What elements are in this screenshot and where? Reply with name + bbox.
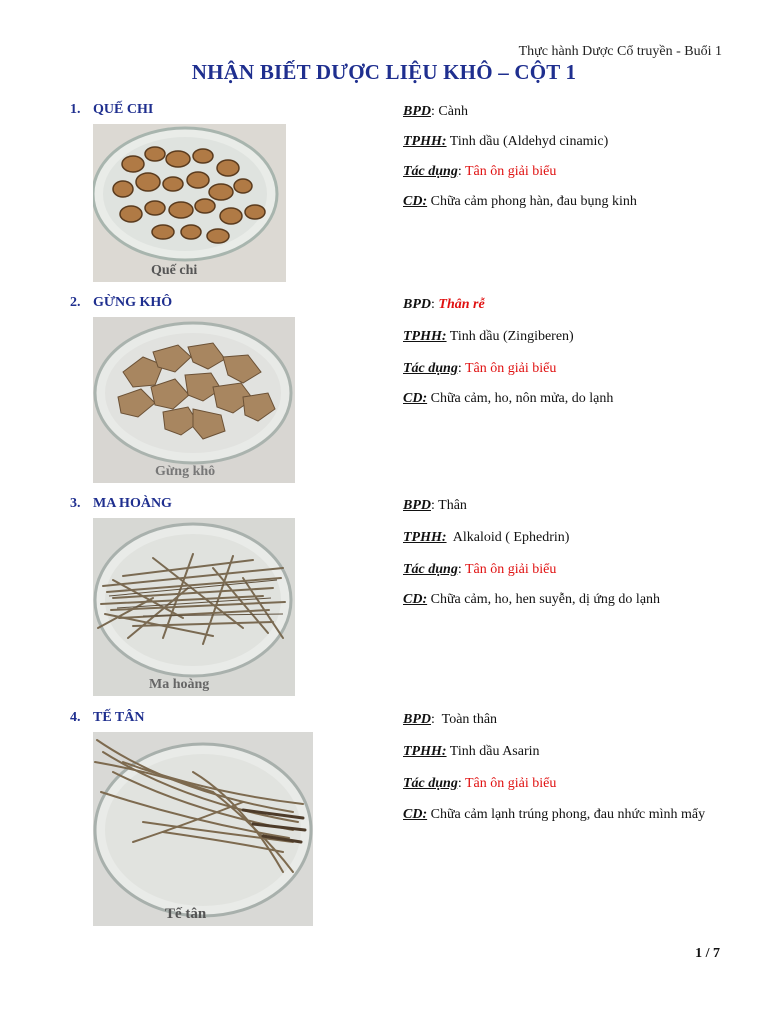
tphh-value: Tinh dầu Asarin (449, 744, 540, 759)
herb-name: GỪNG KHÔ (93, 295, 173, 310)
cd-line (403, 590, 733, 610)
photo-caption: Quế chi (151, 263, 198, 278)
herb-heading (70, 102, 153, 118)
herb-details (403, 710, 733, 826)
tphh-value: Alkaloid ( Ephedrin) (452, 530, 570, 545)
tac-dung-line: Tác dụng: Tân ôn giải biểu (403, 164, 557, 179)
cd-label: CD: (403, 807, 428, 822)
cd-label: CD: (403, 592, 428, 607)
tac-dung-line: Tác dụng: Tân ôn giải biểu (403, 562, 557, 577)
cd-value: Chữa cảm lạnh trúng phong, đau nhức mình mẩy (430, 807, 706, 822)
tac-dung-value: Tân ôn giải biểu (464, 361, 557, 376)
cd-line (403, 389, 733, 409)
bpd-line: BPD: Thân rễ (403, 297, 485, 312)
tphh-line (403, 327, 733, 347)
bpd-label: BPD (403, 498, 431, 513)
photo-caption: Tế tân (165, 906, 207, 922)
cd-line (403, 804, 733, 826)
photo-caption: Gừng khô (155, 464, 216, 479)
tac-dung-label: Tác dụng (403, 776, 458, 791)
tphh-label: TPHH: (403, 744, 447, 759)
page-title: NHẬN BIẾT DƯỢC LIỆU KHÔ – CỘT 1 (191, 60, 577, 84)
herb-photo-que-chi (93, 124, 286, 282)
herb-details (403, 102, 733, 212)
tac-dung-label: Tác dụng (403, 562, 458, 577)
herb-number: 3. (70, 496, 81, 511)
tac-dung-line: Tác dụng: Tân ôn giải biểu (403, 776, 557, 791)
tphh-label: TPHH: (403, 530, 447, 545)
bpd-line: BPD: Cành (403, 104, 468, 119)
cd-value: Chữa cảm phong hàn, đau bụng kinh (430, 194, 637, 209)
tac-dung-value: Tân ôn giải biểu (464, 776, 557, 791)
bpd-line: BPD: Toàn thân (403, 712, 498, 727)
tphh-line (403, 132, 733, 152)
tphh-label: TPHH: (403, 329, 447, 344)
herb-photo-gung-kho (93, 317, 295, 483)
tphh-value: Tinh dầu (Aldehyd cinamic) (449, 134, 609, 149)
herb-details (403, 295, 733, 409)
tac-dung-line: Tác dụng: Tân ôn giải biểu (403, 361, 557, 376)
cd-line (403, 192, 733, 212)
bpd-value: Thân (438, 498, 467, 513)
bpd-label: BPD (403, 104, 431, 119)
page-number: 1 / 7 (695, 946, 720, 961)
herb-name: QUẾ CHI (93, 102, 154, 117)
herb-photo-ma-hoang (93, 518, 295, 696)
tphh-line (403, 742, 733, 762)
herb-heading (70, 496, 172, 512)
herb-photo-te-tan (93, 732, 313, 926)
bpd-value: Cành (438, 104, 468, 119)
bpd-label: BPD (403, 712, 431, 727)
herb-details (403, 496, 733, 610)
bpd-value: Thân rễ (438, 297, 485, 312)
bpd-label: BPD (403, 297, 431, 312)
course-header: Thực hành Dược Cổ truyền - Buổi 1 (518, 44, 722, 59)
tac-dung-value: Tân ôn giải biểu (464, 562, 557, 577)
cd-value: Chữa cảm, ho, hen suyễn, dị ứng do lạnh (430, 592, 661, 607)
cd-label: CD: (403, 391, 428, 406)
tac-dung-label: Tác dụng (403, 164, 458, 179)
cd-label: CD: (403, 194, 428, 209)
herb-heading (70, 710, 144, 726)
tphh-label: TPHH: (403, 134, 447, 149)
tac-dung-value: Tân ôn giải biểu (464, 164, 557, 179)
herb-heading (70, 295, 172, 311)
bpd-line: BPD: Thân (403, 498, 467, 513)
herb-name: MA HOÀNG (93, 496, 172, 511)
cd-value: Chữa cảm, ho, nôn mửa, do lạnh (430, 391, 614, 406)
tac-dung-label: Tác dụng (403, 361, 458, 376)
tphh-value: Tinh dầu (Zingiberen) (449, 329, 574, 344)
herb-name: TẾ TÂN (93, 710, 145, 725)
herb-number: 2. (70, 295, 81, 310)
herb-number: 4. (70, 710, 81, 725)
herb-number: 1. (70, 102, 81, 117)
tphh-line (403, 528, 733, 548)
photo-caption: Ma hoàng (149, 677, 210, 692)
bpd-value: Toàn thân (441, 712, 498, 727)
